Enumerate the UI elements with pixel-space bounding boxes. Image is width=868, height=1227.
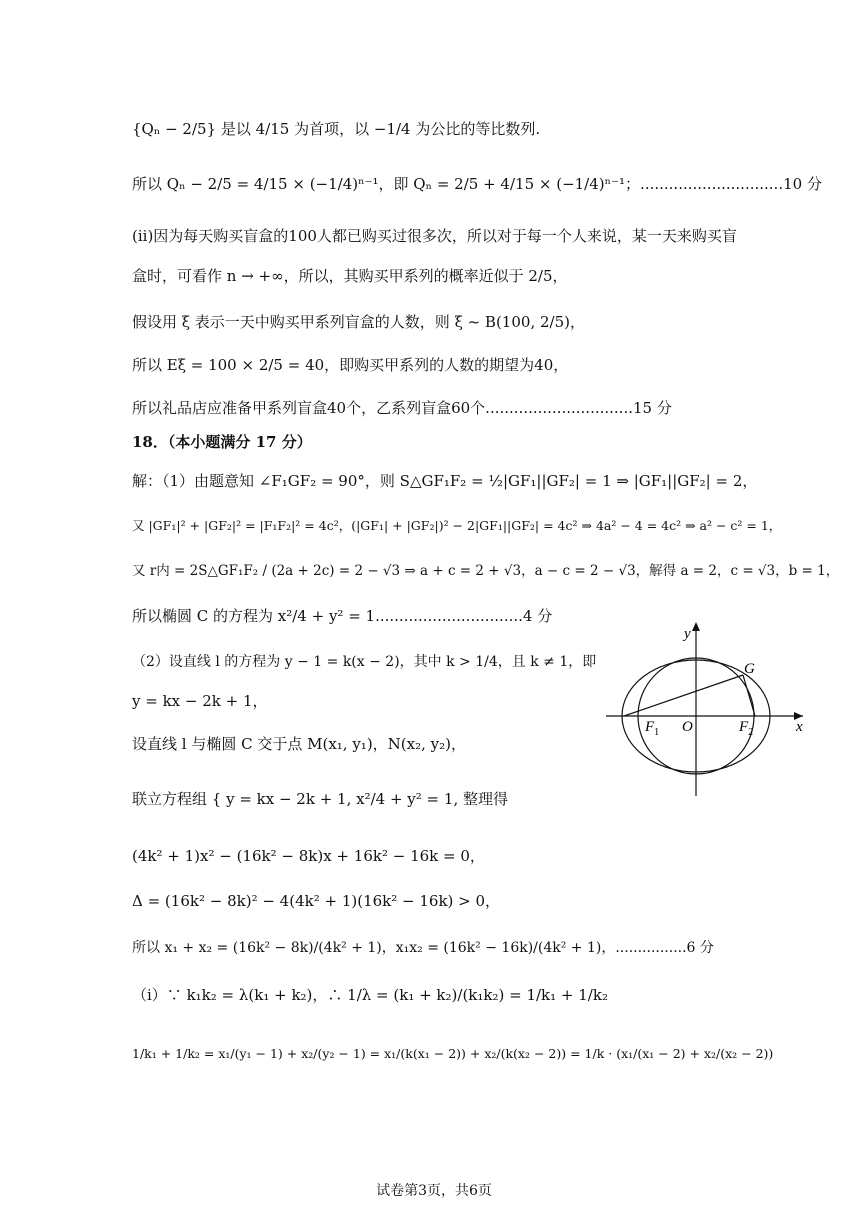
x-axis-label: x xyxy=(796,719,803,735)
text-line-14: y = kx − 2k + 1， xyxy=(132,692,268,710)
text-line-21: 1/k₁ + 1/k₂ = x₁/(y₁ − 1) + x₂/(y₂ − 1) = x₁/(k(x₁ − 2)) + x₂/(k(x₂ − 2)) = 1/k · (x₁/(x₁ − 2) + x₂/(x₂ − 2)) xyxy=(132,1046,774,1061)
section-heading: 18．（本小题满分 17 分） xyxy=(132,433,312,451)
origin-label: O xyxy=(682,719,693,735)
text-line-20: （i）∵ k₁k₂ = λ(k₁ + k₂)，∴ 1/λ = (k₁ + k₂)/(k₁k₂) = 1/k₁ + 1/k₂ xyxy=(132,986,608,1004)
text-line-2: 所以 Qₙ − 2/5 = 4/15 × (−1/4)ⁿ⁻¹，即 Qₙ = 2/5 + 4/15 × (−1/4)ⁿ⁻¹；..............................10 分 xyxy=(132,175,822,193)
text-line-11: 又 r内 = 2S△GF₁F₂ / (2a + 2c) = 2 − √3 ⇒ a + c = 2 + √3，a − c = 2 − √3，解得 a = 2，c = √3，b = 1， xyxy=(132,563,840,579)
text-line-9: 解：（1）由题意知 ∠F₁GF₂ = 90°，则 S△GF₁F₂ = ½|GF₁||GF₂| = 1 ⇒ |GF₁||GF₂| = 2， xyxy=(132,472,758,490)
text-line-12: 所以椭圆 C 的方程为 x²/4 + y² = 1...............................4 分 xyxy=(132,607,553,625)
page-footer: 试卷第3页，共6页 xyxy=(376,1183,492,1199)
text-line-10: 又 |GF₁|² + |GF₂|² = |F₁F₂|² = 4c²，(|GF₁| + |GF₂|)² − 2|GF₁||GF₂| = 4c² ⇒ 4a² − 4 = 4c² ⇒ a² − c² = 1， xyxy=(132,518,782,533)
text-line-3: (ii)因为每天购买盲盒的100人都已购买过很多次，所以对于每一个人来说，某一天来购买盲 xyxy=(132,227,737,245)
text-line-16: 联立方程组 { y = kx − 2k + 1, x²/4 + y² = 1, 整理得 xyxy=(132,790,508,808)
ellipse-figure xyxy=(598,618,813,798)
text-line-19: 所以 x₁ + x₂ = (16k² − 8k)/(4k² + 1)，x₁x₂ = (16k² − 16k)/(4k² + 1)，................6 分 xyxy=(132,940,714,956)
text-line-6: 所以 Eξ = 100 × 2/5 = 40，即购买甲系列的人数的期望为40， xyxy=(132,356,569,374)
text-line-15: 设直线 l 与椭圆 C 交于点 M(x₁, y₁)，N(x₂, y₂)， xyxy=(132,735,467,753)
text-line-5: 假设用 ξ 表示一天中购买甲系列盲盒的人数，则 ξ ~ B(100, 2/5)， xyxy=(132,313,585,331)
focus-f1-label: $F_1$ xyxy=(645,719,660,738)
text-line-13: （2）设直线 l 的方程为 y − 1 = k(x − 2)，其中 k > 1/4，且 k ≠ 1，即 xyxy=(132,654,597,670)
point-g-label: G xyxy=(744,661,755,677)
y-axis-label: y xyxy=(684,626,691,642)
focus-f2-label: $F_2$ xyxy=(739,719,754,738)
text-line-1: {Qₙ − 2/5} 是以 4/15 为首项，以 −1/4 为公比的等比数列. xyxy=(132,120,541,138)
text-line-7: 所以礼品店应准备甲系列盲盒40个，乙系列盲盒60个...............................15 分 xyxy=(132,399,672,417)
text-line-4: 盒时，可看作 n → +∞，所以，其购买甲系列的概率近似于 2/5， xyxy=(132,267,568,285)
text-line-18: Δ = (16k² − 8k)² − 4(4k² + 1)(16k² − 16k) > 0， xyxy=(132,892,501,910)
text-line-17: (4k² + 1)x² − (16k² − 8k)x + 16k² − 16k = 0， xyxy=(132,847,485,865)
y-axis-arrow xyxy=(692,622,700,631)
